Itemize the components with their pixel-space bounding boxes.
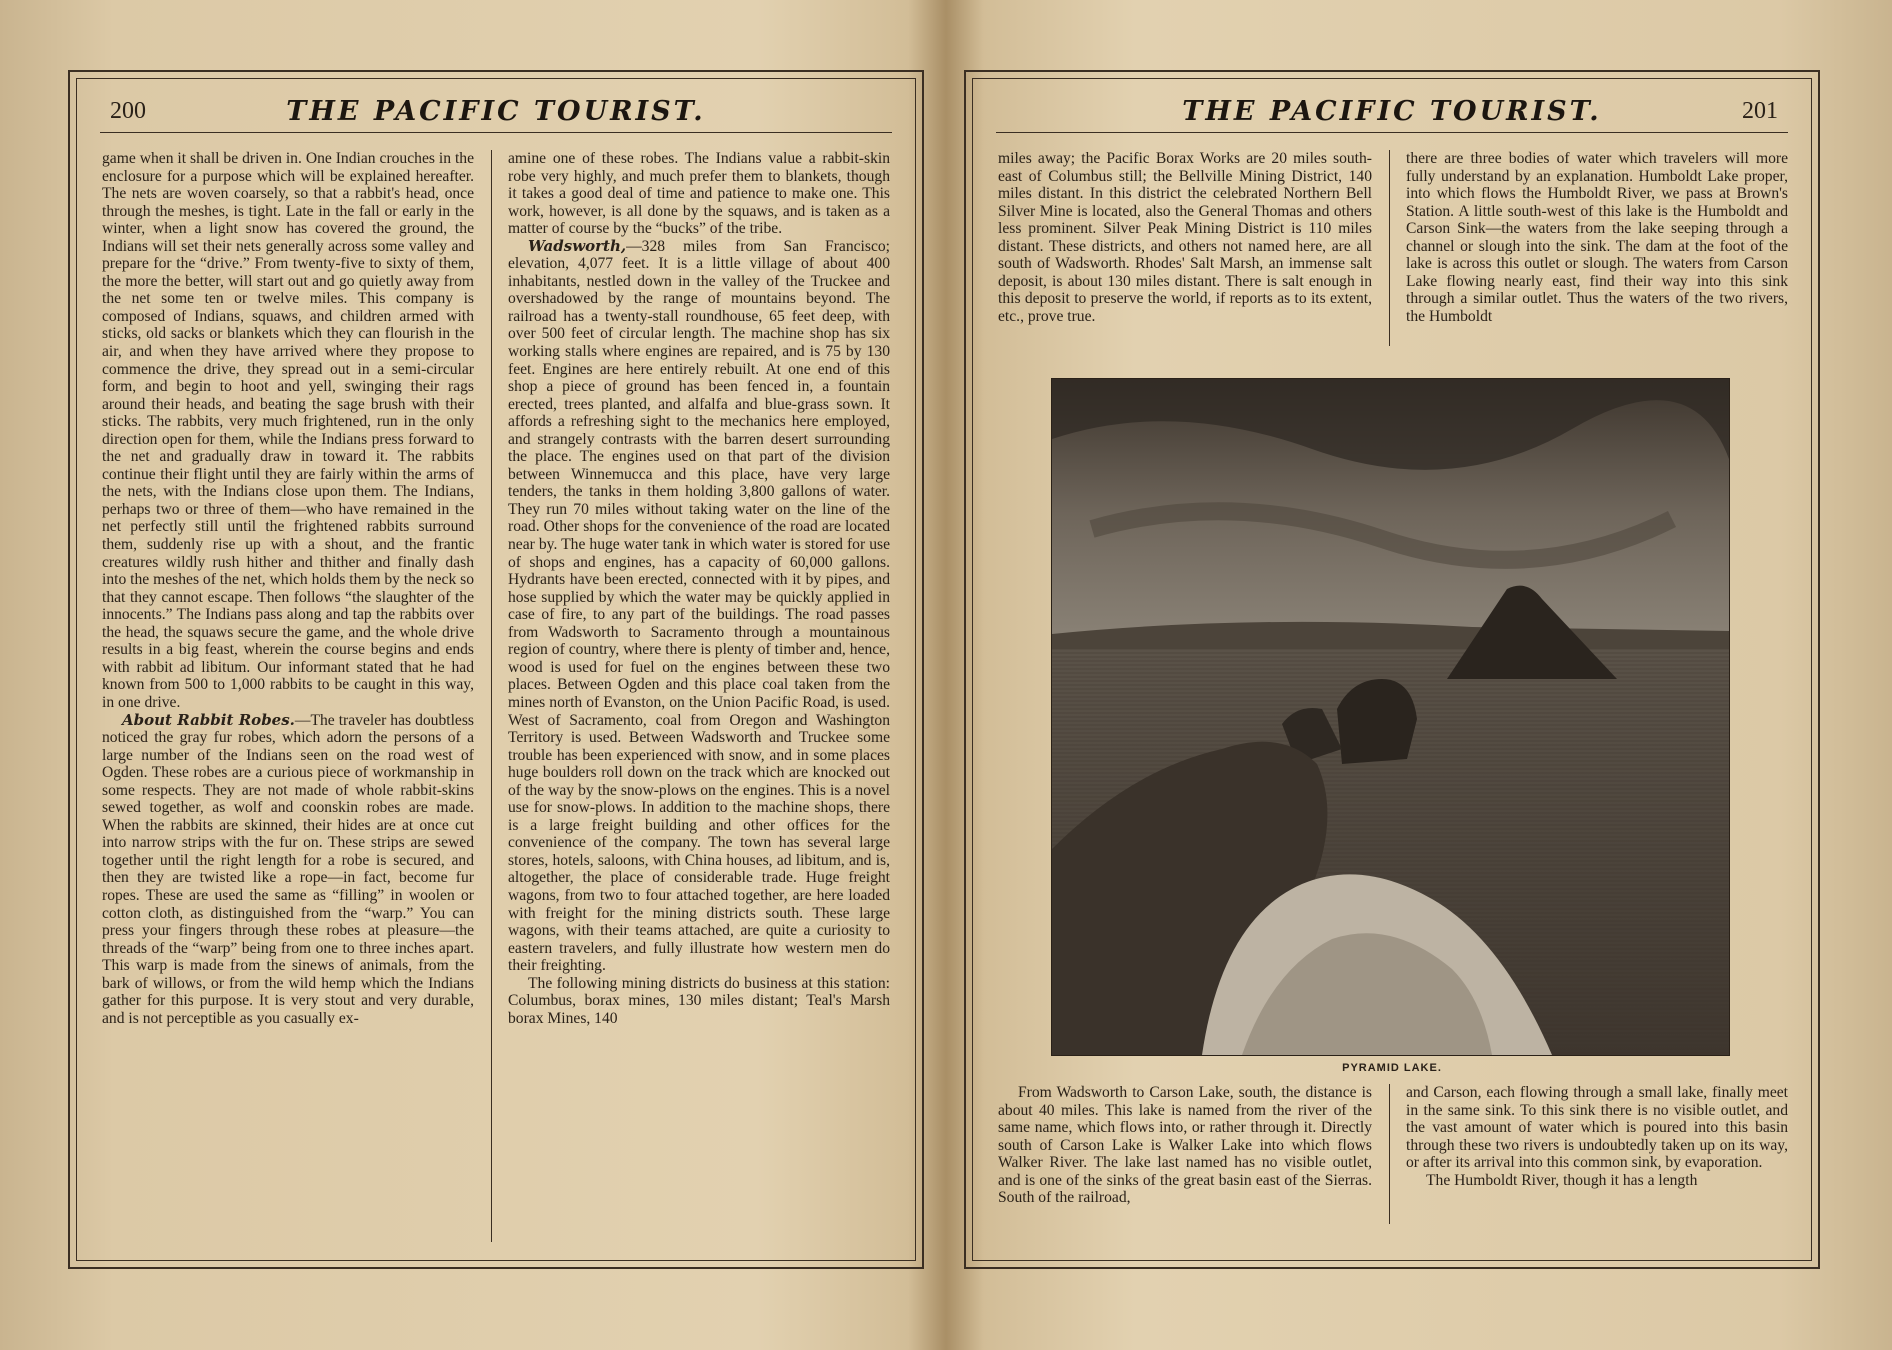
- paragraph: miles away; the Pacific Borax Works are 20 miles south-east of Columbus still; the Bellville Mining District, 140 miles distant. In this district the celebrated Northern Bell Silver Mine is located, also the General Thomas and others less prominent. Silver Peak Mining District is 110 miles distant. These districts, and others not named here, are all south of Wadsworth. Rhodes' Salt Marsh, an immense salt deposit, is about 130 miles distant. There is salt enough in this deposit to preserve the world, if reports as to its extent, etc., prove true.: [998, 150, 1372, 325]
- paragraph: game when it shall be driven in. One Indian crouches in the enclosure for a purpose which will be explained hereafter. The nets are woven coarsely, so that a rabbit's head, once through the meshes, is tight. Late in the fall or early in the winter, when a light snow has covered the ground, the Indians will set their nets generally across some valley and prepare for the “drive.” From twenty-five to sixty of them, the more the better, will start out and go quietly away from the net some ten or twelve miles. This company is composed of Indians, squaws, and children armed with sticks, old sacks or blankets which they can flourish in the air, and when they have arrived where they propose to commence the drive, they spread out in a semi-circular form, and begin to hoot and yell, swinging their rags around their heads, and beating the sage brush with their sticks. The rabbits, very much frightened, run in the only direction open for them, while the Indians press forward to the net and gradually draw in toward it. The rabbits continue their flight until they are fairly within the arms of the nets, with the Indians close upon them. The Indians, perhaps two or three of them—who have remained in the net perfectly still until the frightened rabbits surround them, suddenly rise up with a shout, and the frantic creatures wildly rush hither and thither and finally dash into the meshes of the net, which holds them by the neck so that they cannot escape. Then follows “the slaughter of the innocents.” The Indians pass along and tap the rabbits over the head, the squaws secure the game, and the whole drive results in a big feast, wherein the course begins and ends with rabbit ad libitum. Our informant stated that he had known from 500 to 1,000 rabbits to be caught in this way, in one drive.: [102, 150, 475, 711]
- paragraph: amine one of these robes. The Indians value a rabbit-skin robe very highly, and much prefer them to blankets, though it takes a good deal of time and patience to make one. This work, however, is all done by the squaws, and is taken as a matter of course by the “bucks” of the tribe.: [508, 150, 890, 238]
- paragraph: The following mining districts do business at this station: Columbus, borax mines, 130 miles distant; Teal's Marsh borax Mines, 140: [508, 974, 890, 1027]
- left-page: [68, 70, 924, 1269]
- running-head: THE PACIFIC TOURIST.: [286, 96, 706, 127]
- column-rule: [1389, 1084, 1390, 1224]
- paragraph: there are three bodies of water which travelers will more fully understand by an explanation. Humboldt Lake proper, into which flows the Humboldt River, we pass at Brown's Station. A little south-west of this lake is the Humboldt and Carson Sink—the waters from the lake seeping through a channel or slough into the sink. The dam at the foot of the lake is across this outlet or slough. The waters from Carson Lake flowing nearly east, find their way into this sink through a similar outlet. Thus the waters of the two rivers, the Humboldt: [1406, 150, 1788, 325]
- page-number: 200: [110, 98, 146, 124]
- figure-caption: PYRAMID LAKE.: [1342, 1062, 1442, 1074]
- right-page-header: [996, 90, 1788, 133]
- column-rule: [1389, 150, 1390, 346]
- left-column-1: [102, 150, 474, 1027]
- right-top-column-1: [998, 150, 1372, 325]
- paragraph-text: —328 miles from San Francisco; elevation, 4,077 feet. It is a little village of about 400 inhabitants, nestled down in the valley of the Truckee and overshadowed by the range of mountains beyond. The railroad has a twenty-stall roundhouse, 65 feet deep, with over 500 feet of circular length. The machine shop has six working stalls where engines are repaired, and is 75 by 130 feet. Engines are here entirely rebuilt. At one end of this shop a piece of ground has been fenced in, a fountain erected, trees planted, and alfalfa and blue-grass sown. It affords a refreshing sight to the mechanics here employed, and strangely contrasts with the barren desert surrounding the place. The engines used on that part of the division between Winnemucca and this place, have very large tenders, the tanks in them holding 3,800 gallons of water. They run 70 miles without taking water on the line of the road. Other shops for the convenience of the road are located near by. The huge water tank in which water is stored for use of shops and engines, has a capacity of 60,000 gallons. Hydrants have been erected, connected with it by pipes, and hose supplied by which the water may be quickly applied in case of fire, to any part of the buildings. The road passes from Wadsworth to Sacramento through a mountainous region of country, where there is plenty of timber and, hence, wood is used for fuel on the engines between these two places. Between Ogden and this place coal taken from the mines north of Evanston, on the Union Pacific Road, is used. West of Sacramento, coal from Oregon and Washington Territory is used. Between Wadsworth and Truckee some trouble has been experienced with snow, and in some places huge boulders roll down on the track which are knocked out of the way by the snow-plows on the engines. This is a novel use for snow-plows. In addition to the machine shops, there is a large freight building and other offices for the convenience of the company. The town has several large stores, hotels, saloons, with China houses, ad libitum, and is, altogether, the place of considerable trade. Huge freight wagons, from two to four attached together, are here loaded with freight for the mining districts south. These large wagons, with their teams attached, are quite a curiosity to eastern travelers, and fully illustrate how western men do their freighting.: [508, 237, 890, 975]
- paragraph: and Carson, each flowing through a small lake, finally meet in the same sink. To this sink there is no visible outlet, and the vast amount of water which is poured into this basin through these two rivers is undoubtedly taken up on its way, or after its arrival into this common sink, by evaporation.: [1406, 1084, 1788, 1172]
- right-top-column-2: [1406, 150, 1788, 325]
- section-heading: Wadsworth,: [528, 236, 627, 255]
- paragraph-rabbit-robes: [102, 712, 474, 1028]
- paragraph-text: —The traveler has doubtless noticed the gray fur robes, which adorn the persons of a large number of the Indians seen on the road west of Ogden. These robes are a curious piece of workmanship in some respects. They are not made of whole rabbit-skins sewed together, as wolf and coonskin robes are made. When the rabbits are skinned, their hides are at once cut into narrow strips with the fur on. These strips are sewed together until the right length for a robe is secured, and then they are twisted like a rope—in fact, become fur ropes. These are used the same as “filling” in woolen or cotton cloth, as distinguished from the “warp.” You can press your fingers through these robes at pleasure—the threads of the “warp” being from one to three inches apart. This warp is made from the sinews of animals, from the bark of willows, or from the wild hemp which the Indians gather for this purpose. It is very stout and very durable, and is not perceptible as you casually ex-: [102, 711, 474, 1027]
- right-page: [964, 70, 1820, 1269]
- right-bottom-column-1: [998, 1084, 1372, 1207]
- section-heading: About Rabbit Robes.: [122, 710, 295, 729]
- paragraph: The Humboldt River, though it has a length: [1426, 1171, 1698, 1189]
- column-rule: [491, 150, 492, 1242]
- paragraph-wadsworth: [508, 238, 890, 975]
- page-number: 201: [1742, 98, 1778, 124]
- pyramid-lake-illustration: [1051, 378, 1730, 1056]
- running-head: THE PACIFIC TOURIST.: [1182, 96, 1602, 127]
- engraving-image: [1052, 379, 1729, 1055]
- left-column-2: [508, 150, 890, 1027]
- right-bottom-column-2: [1406, 1084, 1788, 1189]
- paragraph: From Wadsworth to Carson Lake, south, the distance is about 40 miles. This lake is named from the river of the same name, which flows into, or rather through it. Directly south of Carson Lake is Walker Lake into which flows Walker River. The lake last named has no visible outlet, and is one of the sinks of the great basin east of the Sierras. South of the railroad,: [998, 1084, 1372, 1207]
- left-page-header: [100, 90, 892, 133]
